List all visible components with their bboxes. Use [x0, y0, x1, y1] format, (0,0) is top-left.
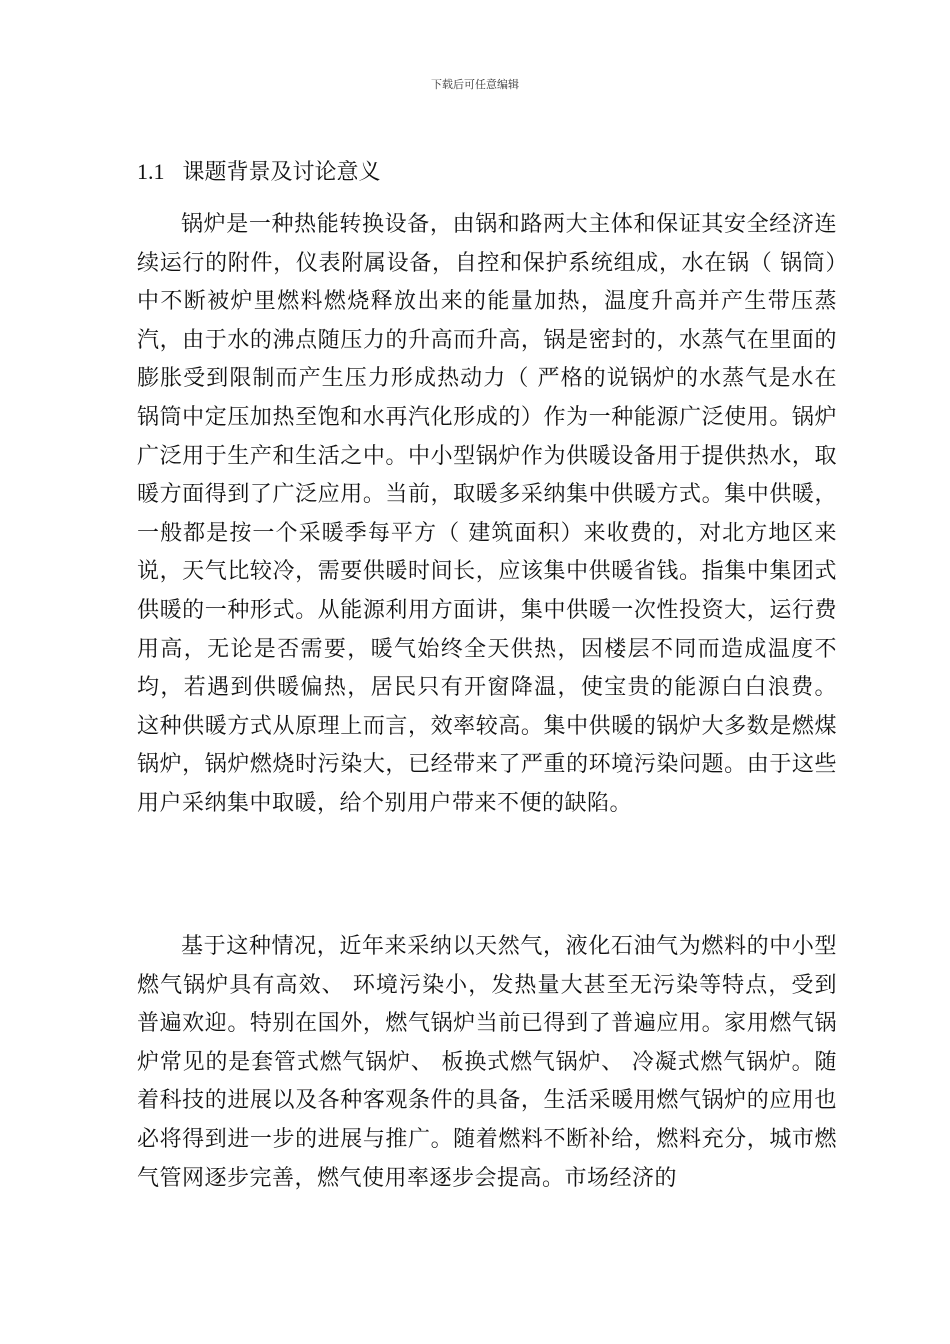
body-paragraph-2: 基于这种情况，近年来采纳以天然气，液化石油气为燃料的中小型燃气锅炉具有高效、 环境污染小，发热量大甚至无污染等特点，受到普遍欢迎。特别在国外，燃气锅炉当前已得到了普遍应用。家用燃气锅炉常见的是套管式燃气锅炉、 板换式燃气锅炉、 冷凝式燃气锅炉。随着科技的进展以及各种客观条件的具备，生活采暖用燃气锅炉的应用也必将得到进一步的进展与推广。随着燃料不断补给，燃料充分，城市燃气管网逐步完善，燃气使用率逐步会提高。市场经济的 — [137, 934, 837, 1191]
page-header-note: 下载后可任意编辑 — [431, 78, 519, 91]
section-title: 课题背景及讨论意义 — [182, 160, 381, 185]
body-paragraph-1: 锅炉是一种热能转换设备，由锅和路两大主体和保证其安全经济连续运行的附件，仪表附属设备，自控和保护系统组成，水在锅（ 锅筒）中不断被炉里燃料燃烧释放出来的能量加热，温度升高并产生带压蒸汽，由于水的沸点随压力的升高而升高，锅是密封的，水蒸气在里面的膨胀受到限制而产生压力形成热动力（ 严格的说锅炉的水蒸气是水在锅筒中定压加热至饱和水再汽化形成的）作为一种能源广泛使用。锅炉广泛用于生产和生活之中。中小型锅炉作为供暖设备用于提供热水，取暖方面得到了广泛应用。当前，取暖多采纳集中供暖方式。集中供暖，一般都是按一个采暖季每平方（ 建筑面积）来收费的，对北方地区来说，天气比较冷，需要供暖时间长，应该集中供暖省钱。指集中集团式供暖的一种形式。从能源利用方面讲，集中供暖一次性投资大，运行费用高，无论是否需要，暖气始终全天供热，因楼层不同而造成温度不均，若遇到供暖偏热，居民只有开窗降温，使宝贵的能源白白浪费。 这种供暖方式从原理上而言，效率较高。集中供暖的锅炉大多数是燃煤锅炉，锅炉燃烧时污染大，已经带来了严重的环境污染问题。由于这些用户采纳集中取暖，给个别用户带来不便的缺陷。 — [137, 212, 837, 816]
section-heading — [137, 156, 381, 189]
section-number: 1.1 — [137, 159, 165, 184]
